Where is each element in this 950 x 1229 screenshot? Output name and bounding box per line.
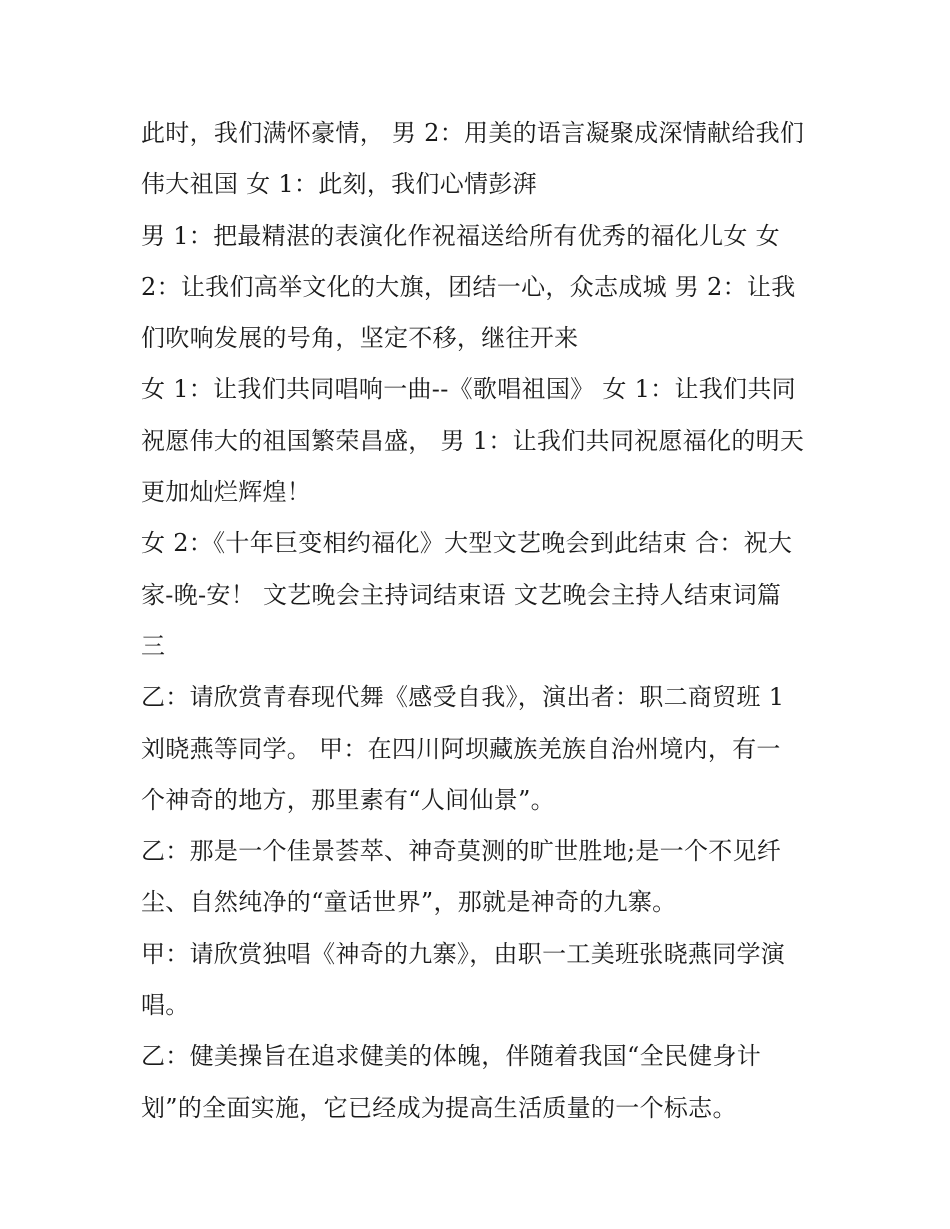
document-body bbox=[141, 108, 831, 1134]
text-line: 划”的全面实施，它已经成为提高生活质量的一个标志。 bbox=[141, 1093, 737, 1122]
text-line: 乙：那是一个佳景荟萃、神奇莫测的旷世胜地;是一个不见纤 bbox=[141, 837, 782, 866]
text-line: 祝愿伟大的祖国繁荣昌盛， 男 1：让我们共同祝愿福化的明天 bbox=[141, 426, 805, 455]
text-line: 们吹响发展的号角，坚定不移，继往开来 bbox=[141, 324, 579, 353]
text-line: 甲：请欣赏独唱《神奇的九寨》，由职一工美班张晓燕同学演 bbox=[141, 939, 786, 968]
text-line: 女 2：《十年巨变相约福化》大型文艺晚会到此结束 合：祝大 bbox=[141, 529, 793, 558]
text-line: 三 bbox=[141, 631, 166, 660]
text-line: 伟大祖国 女 1：此刻，我们心情彭湃 bbox=[141, 170, 537, 199]
text-line: 乙：健美操旨在追求健美的体魄，伴随着我国“全民健身计 bbox=[141, 1042, 762, 1071]
text-line: 乙：请欣赏青春现代舞《感受自我》，演出者：职二商贸班 1 bbox=[141, 683, 785, 712]
text-line: 个神奇的地方，那里素有“人间仙景”。 bbox=[141, 785, 555, 814]
text-line: 更加灿烂辉煌！ bbox=[141, 478, 312, 507]
text-line: 此时，我们满怀豪情， 男 2：用美的语言凝聚成深情献给我们 bbox=[141, 119, 805, 147]
text-line: 2：让我们高举文化的大旗，团结一心，众志成城 男 2：让我 bbox=[141, 272, 796, 301]
text-line: 女 1：让我们共同唱响一曲--《歌唱祖国》 女 1：让我们共同 bbox=[141, 375, 796, 404]
text-line: 刘晓燕等同学。 甲：在四川阿坝藏族羌族自治州境内，有一 bbox=[141, 734, 781, 763]
text-line: 家-晚-安！ 文艺晚会主持词结束语 文艺晚会主持人结束词篇 bbox=[141, 580, 782, 609]
text-line: 尘、自然纯净的“童话世界”，那就是神奇的九寨。 bbox=[141, 888, 677, 917]
text-line: 男 1：把最精湛的表演化作祝福送给所有优秀的福化儿女 女 bbox=[141, 221, 780, 250]
text-line: 唱。 bbox=[141, 991, 190, 1020]
